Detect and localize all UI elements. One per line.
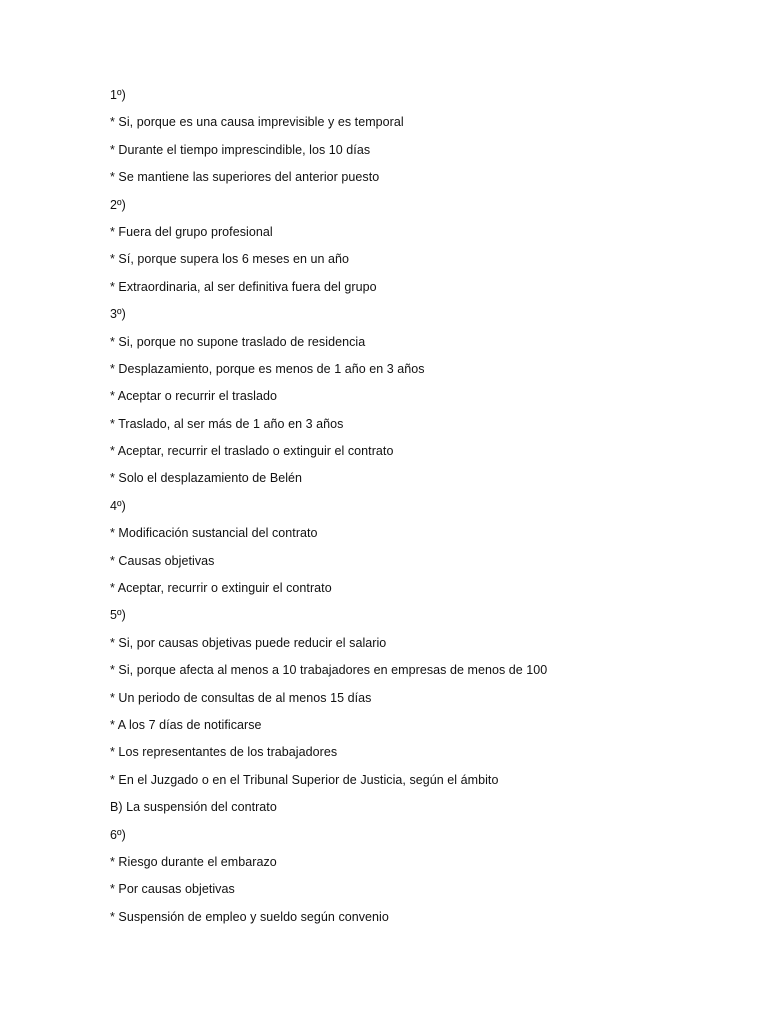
answer-line: * Suspensión de empleo y sueldo según convenio xyxy=(110,909,389,924)
answer-line: * Desplazamiento, porque es menos de 1 año en 3 años xyxy=(110,361,425,376)
answer-line: * Solo el desplazamiento de Belén xyxy=(110,471,303,486)
answer-line: * Extraordinaria, al ser definitiva fuera del grupo xyxy=(110,279,377,294)
answer-line: * Traslado, al ser más de 1 año en 3 años xyxy=(110,416,344,431)
section-heading: B) La suspensión del contrato xyxy=(110,800,277,815)
answer-line: * Aceptar, recurrir o extinguir el contrato xyxy=(110,581,332,596)
answer-line: * Por causas objetivas xyxy=(110,882,235,897)
answer-line: * Fuera del grupo profesional xyxy=(110,224,273,239)
answer-line: * Se mantiene las superiores del anterior puesto xyxy=(110,170,380,185)
answer-line: * Si, porque es una causa imprevisible y es temporal xyxy=(110,115,404,130)
answer-line: * Riesgo durante el embarazo xyxy=(110,854,277,869)
answer-line: * Sí, porque supera los 6 meses en un año xyxy=(110,252,350,267)
answer-line: * Causas objetivas xyxy=(110,553,215,568)
answer-line: * A los 7 días de notificarse xyxy=(110,717,262,732)
answer-line: * Si, porque afecta al menos a 10 trabajadores en empresas de menos de 100 xyxy=(110,663,548,678)
answer-line: * Modificación sustancial del contrato xyxy=(110,526,318,541)
document-body xyxy=(110,86,547,935)
answer-line: * Un periodo de consultas de al menos 15 días xyxy=(110,690,372,705)
answer-line: * Si, porque no supone traslado de residencia xyxy=(110,334,366,349)
question-heading: 2º) xyxy=(110,197,126,212)
answer-line: * Aceptar o recurrir el traslado xyxy=(110,389,277,404)
question-heading: 4º) xyxy=(110,498,126,513)
answer-line: * Durante el tiempo imprescindible, los 10 días xyxy=(110,142,371,157)
answer-line: * Los representantes de los trabajadores xyxy=(110,745,338,760)
question-heading: 3º) xyxy=(110,307,126,322)
question-heading: 5º) xyxy=(110,608,126,623)
answer-line: * En el Juzgado o en el Tribunal Superior de Justicia, según el ámbito xyxy=(110,772,499,787)
question-heading: 1º) xyxy=(110,88,126,102)
answer-line: * Si, por causas objetivas puede reducir el salario xyxy=(110,635,387,650)
question-heading: 6º) xyxy=(110,827,126,842)
answer-line: * Aceptar, recurrir el traslado o extinguir el contrato xyxy=(110,444,394,459)
